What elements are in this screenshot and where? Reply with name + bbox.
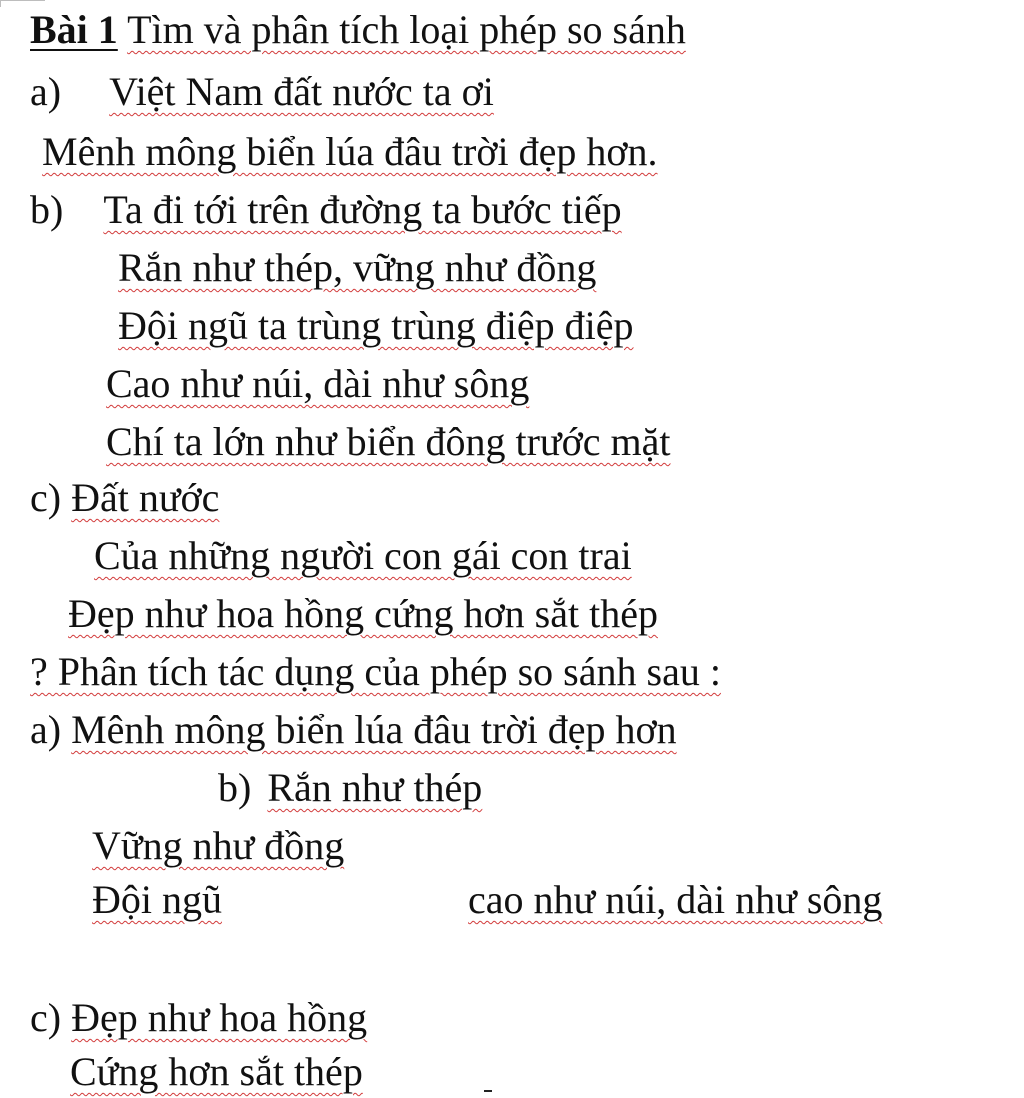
part-b-line-5 [106,418,670,466]
question-a-text: Mênh mông biển lúa đâu trời đẹp hơn [71,707,677,752]
part-a-verse-1: Việt Nam đất nước ta ơi [109,69,494,114]
part-c-line-2 [94,532,632,580]
part-a-label: a) [30,69,62,114]
question-b-verse-2: Vững như đồng [92,823,345,868]
part-c-label: c) [30,475,62,520]
question-c-verse-1: Đẹp như hoa hồng [71,995,368,1040]
question-b-verse-3-subject: Đội ngũ [92,877,222,922]
question-b-line-3b [468,876,882,924]
part-b-verse-1: Ta đi tới trên đường ta bước tiếp [103,187,622,232]
part-a-line-2 [42,128,658,176]
question-b-line-3a [92,876,222,924]
part-b-verse-4: Cao như núi, dài như sông [106,361,530,406]
exercise-number: Bài 1 [30,7,118,52]
part-a-verse-2: Mênh mông biển lúa đâu trời đẹp hơn. [42,129,658,174]
stray-mark [484,1090,492,1092]
question-text: ? Phân tích tác dụng của phép so sánh sau : [30,649,721,694]
part-c-verse-3: Đẹp như hoa hồng cứng hơn sắt thép [68,591,658,636]
part-a-line-1 [30,68,494,116]
part-b-line-4 [106,360,529,408]
part-b-verse-3: Đội ngũ ta trùng trùng điệp điệp [118,303,634,348]
part-b-line-1 [30,186,622,234]
question-a-label: a) [30,707,62,752]
question-b-verse-1: Rắn như thép [267,765,483,810]
exercise-instruction: Tìm và phân tích loại phép so sánh [127,7,686,52]
question-c-line-2 [70,1048,363,1096]
question-c-line-1 [30,994,367,1042]
part-c-verse-1: Đất nước [71,475,220,520]
question-c-label: c) [30,995,62,1040]
part-b-line-2 [118,244,596,292]
part-b-line-3 [118,302,633,350]
part-c-line-1 [30,474,219,522]
question-c-verse-2: Cứng hơn sắt thép [70,1049,363,1094]
part-b-label: b) [30,187,64,232]
question-b-label: b) [218,765,252,810]
question-a [30,706,677,754]
part-c-verse-2: Của những người con gái con trai [94,533,632,578]
question-b-verse-3-comparison: cao như núi, dài như sông [468,877,883,922]
part-b-verse-5: Chí ta lớn như biển đông trước mặt [106,419,671,464]
part-b-verse-2: Rắn như thép, vững như đồng [118,245,597,290]
part-c-line-3 [68,590,658,638]
question-b-line-1 [218,764,482,812]
question-b-line-2 [92,822,344,870]
question-heading [30,648,721,696]
exercise-title [30,6,686,54]
